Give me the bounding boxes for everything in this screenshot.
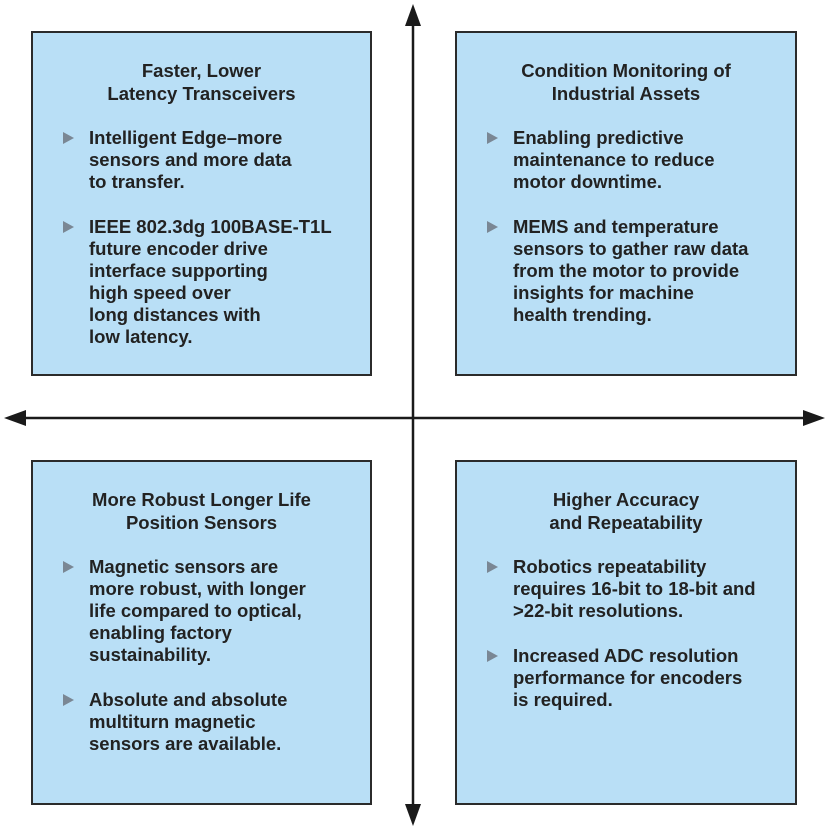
bullet-text-line: MEMS and temperature — [513, 216, 719, 237]
triangle-bullet-icon — [487, 650, 498, 662]
bullet-text-line: maintenance to reduce — [513, 149, 715, 170]
bullet-item — [63, 556, 370, 666]
triangle-bullet-icon — [487, 221, 498, 233]
bullet-text-line: health trending. — [513, 304, 652, 325]
axis-arrow-up — [405, 4, 421, 26]
triangle-bullet-icon — [63, 694, 74, 706]
axis-arrow-down — [405, 804, 421, 826]
bullet-text-line: multiturn magnetic — [89, 711, 256, 732]
bullet-text-line: sustainability. — [89, 644, 211, 665]
quadrant-title — [457, 488, 795, 534]
quadrant-bottom-left — [31, 460, 372, 805]
title-line: Position Sensors — [125, 512, 278, 533]
bullet-text-line: from the motor to provide — [513, 260, 740, 281]
bullet-item — [63, 689, 370, 755]
quadrant-top-left — [31, 31, 372, 376]
bullet-text-line: insights for machine — [513, 282, 694, 303]
title-line: Industrial Assets — [551, 83, 701, 104]
axis-arrow-right — [803, 410, 825, 426]
bullet-text-line: Robotics repeatability — [513, 556, 707, 577]
bullet-list — [457, 556, 795, 711]
bullet-text-line: sensors to gather raw data — [513, 238, 749, 259]
bullet-text-line: more robust, with longer — [89, 578, 306, 599]
triangle-bullet-icon — [63, 221, 74, 233]
bullet-text-line: to transfer. — [89, 171, 185, 192]
quadrant-title — [457, 59, 795, 105]
bullet-item — [487, 556, 795, 622]
bullet-text-line: motor downtime. — [513, 171, 663, 192]
title-line: Faster, Lower — [141, 60, 262, 81]
bullet-list — [33, 127, 370, 348]
bullet-text-line: low latency. — [89, 326, 193, 347]
bullet-text-line: sensors are available. — [89, 733, 282, 754]
triangle-bullet-icon — [487, 561, 498, 573]
title-line: Condition Monitoring of — [521, 60, 731, 81]
quadrant-top-right — [455, 31, 797, 376]
title-line: and Repeatability — [549, 512, 703, 533]
bullet-text-line: Enabling predictive — [513, 127, 684, 148]
bullet-text-line: Increased ADC resolution — [513, 645, 739, 666]
bullet-text-line: IEEE 802.3dg 100BASE-T1L — [89, 216, 332, 237]
bullet-item — [487, 127, 795, 193]
triangle-bullet-icon — [487, 132, 498, 144]
quadrant-title — [33, 59, 370, 105]
bullet-text-line: Intelligent Edge–more — [89, 127, 283, 148]
axis-arrow-left — [4, 410, 26, 426]
triangle-bullet-icon — [63, 132, 74, 144]
bullet-text-line: interface supporting — [89, 260, 268, 281]
bullet-list — [457, 127, 795, 326]
quadrant-bottom-right — [455, 460, 797, 805]
bullet-text-line: requires 16-bit to 18-bit and — [513, 578, 756, 599]
title-line: Higher Accuracy — [552, 489, 700, 510]
bullet-text-line: enabling factory — [89, 622, 232, 643]
bullet-text-line: long distances with — [89, 304, 261, 325]
title-line: More Robust Longer Life — [92, 489, 311, 510]
bullet-text-line: is required. — [513, 689, 613, 710]
bullet-item — [487, 216, 795, 326]
triangle-bullet-icon — [63, 561, 74, 573]
bullet-text-line: high speed over — [89, 282, 231, 303]
bullet-item — [487, 645, 795, 711]
quadrant-title — [33, 488, 370, 534]
bullet-text-line: Magnetic sensors are — [89, 556, 279, 577]
bullet-text-line: future encoder drive — [89, 238, 268, 259]
bullet-list — [33, 556, 370, 755]
bullet-text-line: Absolute and absolute — [89, 689, 288, 710]
bullet-text-line: performance for encoders — [513, 667, 743, 688]
bullet-item — [63, 216, 370, 348]
bullet-item — [63, 127, 370, 193]
bullet-text-line: sensors and more data — [89, 149, 292, 170]
bullet-text-line: >22-bit resolutions. — [513, 600, 684, 621]
title-line: Latency Transceivers — [107, 83, 296, 104]
bullet-text-line: life compared to optical, — [89, 600, 302, 621]
